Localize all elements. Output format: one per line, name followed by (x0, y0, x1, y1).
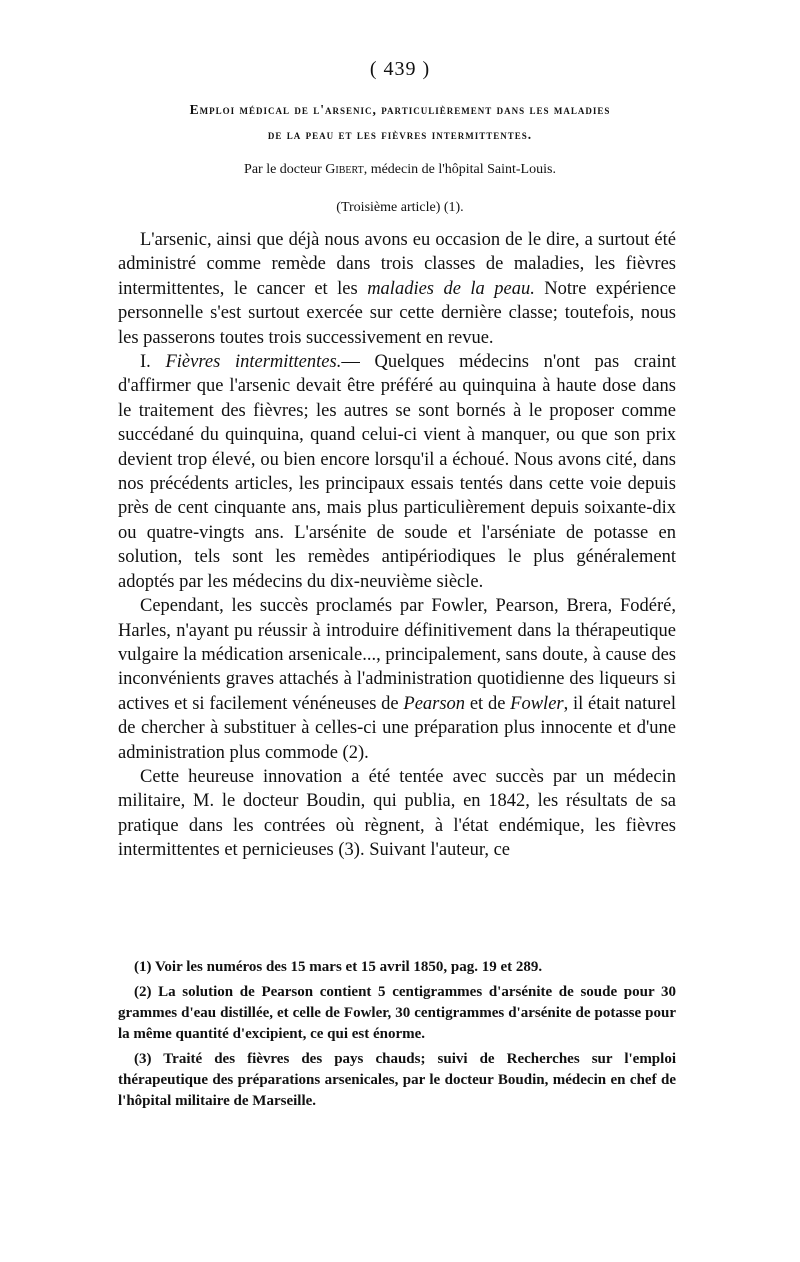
page-number: ( 439 ) (369, 58, 431, 80)
author-name: Gibert (325, 162, 364, 177)
paragraph-4: Cette heureuse innovation a été tentée avec succès par un médecin militaire, M. le docteur Boudin, qui publia, en 1842, les résultats de sa pratique dans les contrées où règnent, à l'état endémique, les fièvres intermittentes et pernicieuses (3). Suivant l'auteur, ce (118, 766, 676, 861)
paragraph-3-text-a: Cependant, les succès proclamés par Fowler, Pearson, Brera, Fodéré, Harles, n'ayant pu réussir à introduire définitivement dans la thérapeutique vulgaire la médication arsenicale..., principalement, sans doute, à cause des inconvénients graves attachés à l'administration quotidienne des liqueurs si actives et si facilement vénéneuses de (118, 596, 676, 714)
paragraph-3-text-c: , il était naturel de chercher à substituer à celles-ci une préparation plus innocente et d'une administration plus commode (2). (118, 693, 677, 763)
footnotes (118, 957, 676, 1116)
section-heading: Fièvres intermittentes. (165, 352, 342, 373)
footnote-3: (3) Traité des fièvres des pays chauds; suivi de Recherches sur l'emploi thérapeutique des préparations arsenicales, par le docteur Boudin, médecin en chef de l'hôpital militaire de Marseille. (118, 1051, 676, 1109)
footnote-1: (1) Voir les numéros des 15 mars et 15 avril 1850, pag. 19 et 289. (134, 959, 543, 975)
paragraph-1-text: L'arsenic, ainsi que déjà nous avons eu occasion de le dire, a surtout été administré comme remède dans trois classes de maladies, les fièvres intermittentes, le cancer et les (118, 230, 676, 299)
paragraph-3 (118, 594, 676, 765)
footnote-2: (2) La solution de Pearson contient 5 centigrammes d'arsénite de soude pour 30 grammes d'eau distillée, et celle de Fowler, 30 centigrammes d'arsénite de potasse pour la même quantité d'excipient, ce qui est énorme. (118, 984, 676, 1042)
paragraph-3-italic-pearson: Pearson (403, 693, 466, 714)
paragraph-2 (118, 350, 676, 594)
article-title-line-2: de la peau et les fièvres intermittentes. (267, 127, 533, 142)
article-title (100, 97, 700, 147)
paragraph-2-text: — Quelques médecins n'ont pas craint d'affirmer que l'arsenic devait être préféré au quinquina à haute dose dans le traitement des fièvres; les autres se sont bornés à le proposer comme succédané du quinquina, quand celui-ci vient à manquer, ou que son prix devient trop élevé, ou bien encore lorsqu'il a échoué. Nous avons cité, dans nos précédents articles, les principaux essais tentés dans cette voie depuis près de cent cinquante ans, mais plus particulièrement depuis soixante-dix ou quatre-vingts ans. L'arsénite de soude et l'arséniate de potasse en solution, tels sont les remèdes antipériodiques le plus généralement adoptés par les médecins du dix-neuvième siècle. (118, 352, 676, 592)
author-suffix: , médecin de l'hôpital Saint-Louis. (363, 162, 556, 177)
paragraph-3-italic-fowler: Fowler (510, 693, 564, 714)
paragraph-1-italic: maladies de la peau. (367, 278, 535, 299)
section-number: I. (140, 352, 151, 373)
author-line (100, 162, 700, 178)
paragraph-1-end: Notre expérience personnelle s'est surtout exercée sur cette dernière classe; toutefois, nous les passerons toutes trois successivement en revue. (118, 278, 676, 348)
author-prefix: Par le docteur (244, 162, 322, 177)
paragraph-1 (118, 228, 676, 350)
article-title-line-1: Emploi médical de l'arsenic, particulièrement dans les maladies (189, 102, 611, 117)
article-body (118, 228, 676, 863)
article-note: (Troisième article) (1). (336, 200, 464, 215)
paragraph-3-text-b: et de (469, 693, 506, 714)
